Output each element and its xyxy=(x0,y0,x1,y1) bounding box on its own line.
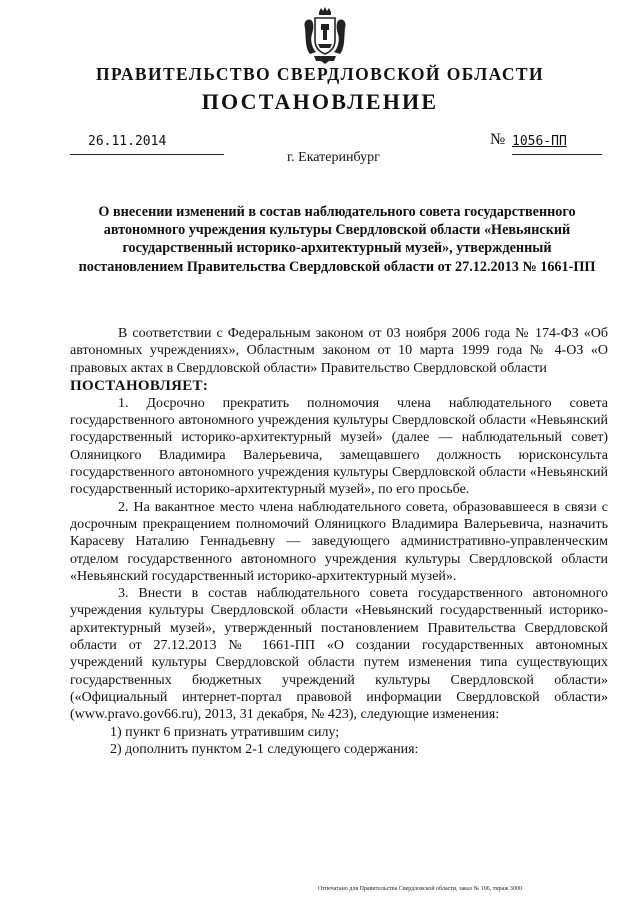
document-body xyxy=(70,325,608,758)
coat-of-arms-icon xyxy=(302,6,348,64)
government-name: ПРАВИТЕЛЬСТВО СВЕРДЛОВСКОЙ ОБЛАСТИ xyxy=(96,64,544,84)
paragraph-1: 1. Досрочно прекратить полномочия члена наблюдательного совета государственного автономного учреждения культуры Свердловской области «Невьянский государственный историко-архитектурный музей» (далее — наблюдательный совет) Оляницкого Владимира Валерьевича, замещавшего должность юрисконсульта государственного автономного учреждения культуры Свердловской области «Невьянский государственный историко-архитектурный музей», по его просьбе. xyxy=(70,395,608,498)
decree-word: ПОСТАНОВЛЯЕТ: xyxy=(70,377,209,394)
paragraph-3: 3. Внести в состав наблюдательного совета государственного автономного учреждения культуры Свердловской области «Невьянский государственный историко-архитектурный музей», утвержденный постановлением Правительства Свердловской области от 27.12.2013 № 1661-ПП «О создании государственных автономных учреждений культуры Свердловской области путем изменения типа существующих государственных бюджетных учреждений культуры Свердловской области» («Официальный интернет-портал правовой информации Свердловской области» (www.pravo.gov66.ru), 2013, 31 декабря, № 423), следующие изменения: xyxy=(70,586,608,723)
document-date-field xyxy=(70,134,224,155)
number-label: № xyxy=(490,131,506,148)
print-footnote: Отпечатано для Правительства Свердловской области, заказ № 106, тираж 3000 xyxy=(318,886,522,892)
document-subject: О внесении изменений в состав наблюдательного совета государственного автономного учреждения культуры Свердловской области «Невьянский государственный историко-архитектурный музей», утвержденный постановлением Правительства Свердловской области от 27.12.2013 № 1661-ПП xyxy=(78,204,596,275)
city-name: г. Екатеринбург xyxy=(287,150,380,165)
preamble-paragraph: В соответствии с Федеральным законом от 03 ноября 2006 года № 174-ФЗ «Об автономных учреждениях», Областным законом от 10 марта 1999 года № 4-ОЗ «О правовых актах в Свердловской области» Правительство Свердловской области xyxy=(70,326,608,376)
document-number-field xyxy=(512,134,602,155)
paragraph-2: 2. На вакантное место члена наблюдательного совета, образовавшееся в связи с досрочным прекращением полномочий Оляницкого Владимира Валерьевича, назначить Карасеву Наталию Геннадьевну — заведующего административно-управленческим отделом государственного автономного учреждения культуры Свердловской области «Невьянский государственный историко-архитектурный музей». xyxy=(70,499,608,584)
document-type-title: ПОСТАНОВЛЕНИЕ xyxy=(201,89,439,114)
document-number: 1056-ПП xyxy=(512,134,567,149)
list-item-2: 2) дополнить пунктом 2-1 следующего содержания: xyxy=(110,741,419,757)
list-item-1: 1) пункт 6 признать утратившим силу; xyxy=(110,724,340,740)
document-date: 26.11.2014 xyxy=(88,134,167,149)
